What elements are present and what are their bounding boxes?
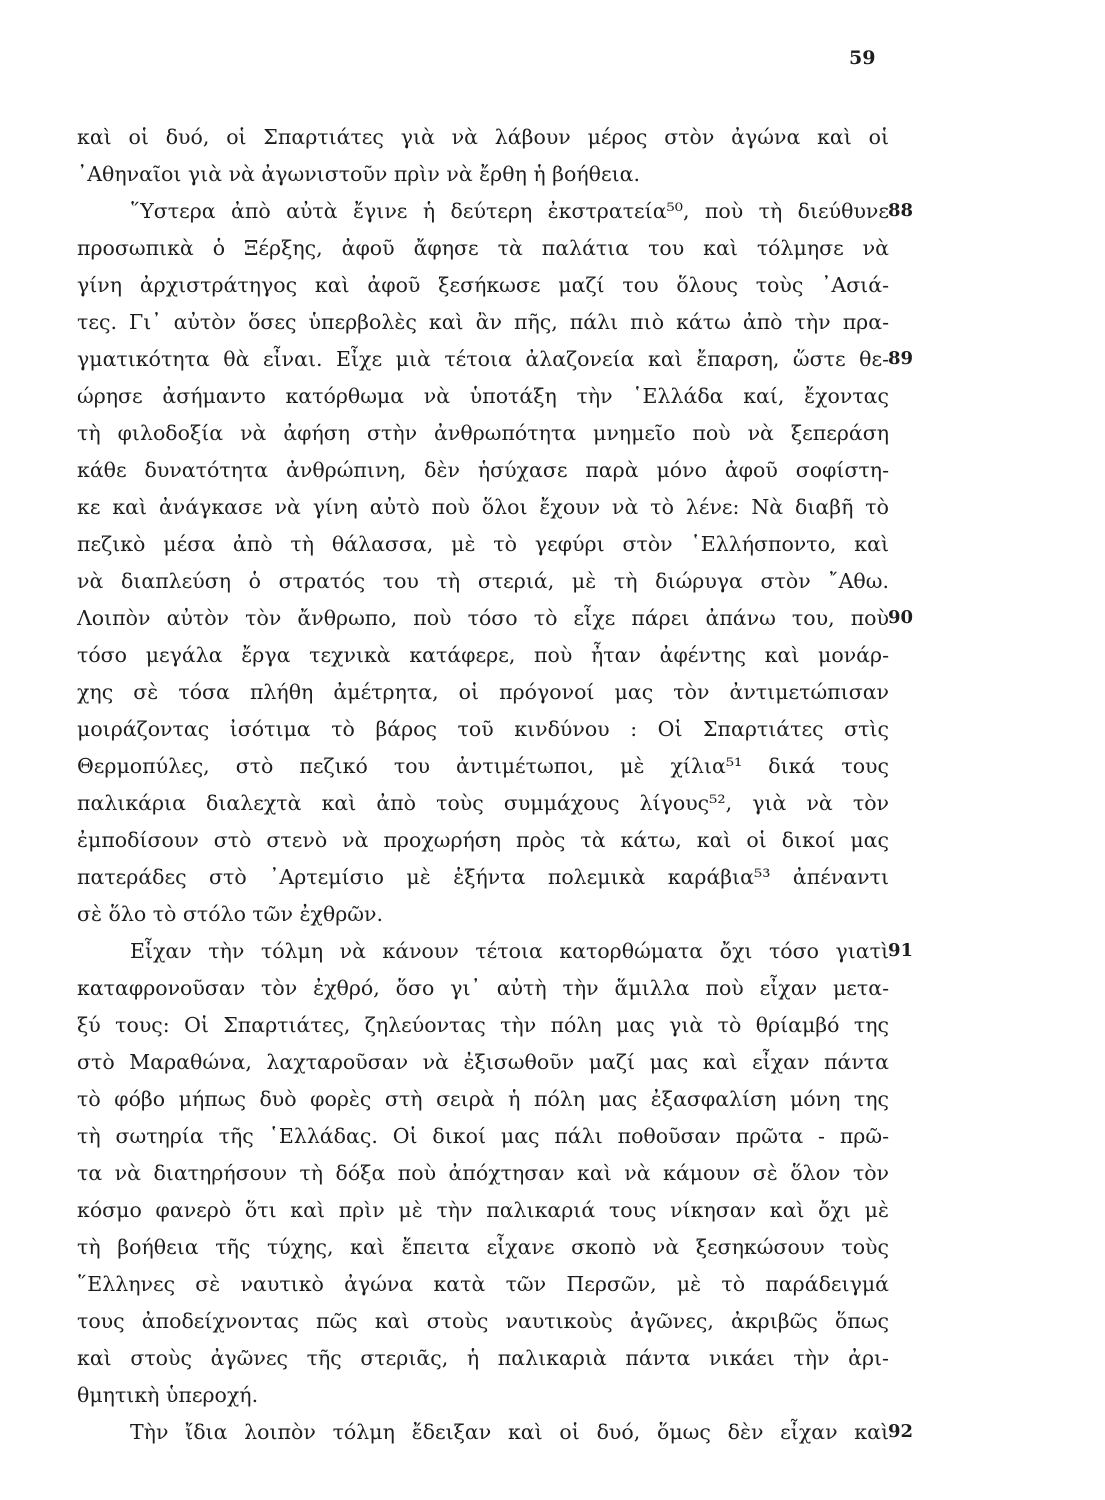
- text-line: καὶ οἱ δυό, οἱ Σπαρτιάτες γιὰ νὰ λάβουν μέρος στὸν ἀγώνα καὶ οἱ: [77, 125, 889, 149]
- margin-number: 89: [888, 348, 914, 369]
- text-line: τὴ βοήθεια τῆς τύχης, καὶ ἔπειτα εἶχανε σκοπὸ νὰ ξεσηκώσουν τοὺς: [77, 1235, 889, 1259]
- text-line: Λοιπὸν αὐτὸν τὸν ἄνθρωπο, ποὺ τόσο τὸ εἶχε πάρει ἀπάνω του, ποὺ: [77, 606, 889, 630]
- text-line: τους ἀποδείχνοντας πῶς καὶ στοὺς ναυτικοὺς ἀγῶνες, ἀκριβῶς ὅπως: [77, 1309, 889, 1333]
- text-line: τὴ φιλοδοξία νὰ ἀφήση στὴν ἀνθρωπότητα μνημεῖο ποὺ νὰ ξεπεράση: [77, 421, 889, 445]
- text-line: κόσμο φανερὸ ὅτι καὶ πρὶν μὲ τὴν παλικαριά τους νίκησαν καὶ ὄχι μὲ: [77, 1198, 889, 1222]
- margin-number: 91: [888, 940, 914, 961]
- text-line: θμητικὴ ὑπεροχή.: [77, 1383, 259, 1407]
- text-line: τα νὰ διατηρήσουν τὴ δόξα ποὺ ἀπόχτησαν καὶ νὰ κάμουν σὲ ὅλον τὸν: [77, 1161, 889, 1185]
- text-line: προσωπικὰ ὁ Ξέρξης, ἀφοῦ ἄφησε τὰ παλάτια του καὶ τόλμησε νὰ: [77, 236, 889, 260]
- text-line: τὴ σωτηρία τῆς ῾Ελλάδας. Οἱ δικοί μας πάλι ποθοῦσαν πρῶτα - πρῶ-: [77, 1124, 889, 1148]
- text-line: στὸ Μαραθώνα, λαχταροῦσαν νὰ ἐξισωθοῦν μαζί μας καὶ εἶχαν πάντα: [77, 1050, 889, 1074]
- text-line: γματικότητα θὰ εἶναι. Εἶχε μιὰ τέτοια ἀλαζονεία καὶ ἔπαρση, ὥστε θε-: [77, 347, 889, 371]
- text-line: κάθε δυνατότητα ἀνθρώπινη, δὲν ἡσύχασε παρὰ μόνο ἀφοῦ σοφίστη-: [77, 458, 889, 482]
- text-line: χης σὲ τόσα πλήθη ἀμέτρητα, οἱ πρόγονοί μας τὸν ἀντιμετώπισαν: [77, 680, 889, 704]
- text-line: πατεράδες στὸ ᾿Αρτεμίσιο μὲ ἑξήντα πολεμικὰ καράβια⁵³ ἀπέναντι: [77, 865, 889, 889]
- text-line: ξύ τους: Οἱ Σπαρτιάτες, ζηλεύοντας τὴν πόλη μας γιὰ τὸ θρίαμβό της: [77, 1013, 889, 1037]
- margin-number: 88: [888, 200, 914, 221]
- text-line: ἐμποδίσουν στὸ στενὸ νὰ προχωρήση πρὸς τὰ κάτω, καὶ οἱ δικοί μας: [77, 828, 889, 852]
- text-line: γίνη ἀρχιστράτηγος καὶ ἀφοῦ ξεσήκωσε μαζί του ὅλους τοὺς ᾿Ασιά-: [77, 273, 889, 297]
- text-line: ῞Ελληνες σὲ ναυτικὸ ἀγώνα κατὰ τῶν Περσῶν, μὲ τὸ παράδειγμά: [77, 1272, 889, 1296]
- page-number: 59: [849, 47, 876, 69]
- margin-number: 90: [888, 607, 914, 628]
- text-line: τόσο μεγάλα ἔργα τεχνικὰ κατάφερε, ποὺ ἦταν ἀφέντης καὶ μονάρ-: [77, 643, 889, 667]
- text-line: σὲ ὅλο τὸ στόλο τῶν ἐχθρῶν.: [77, 902, 383, 926]
- text-line: παλικάρια διαλεχτὰ καὶ ἀπὸ τοὺς συμμάχους λίγους⁵², γιὰ νὰ τὸν: [77, 791, 889, 815]
- text-line: Τὴν ἴδια λοιπὸν τόλμη ἔδειξαν καὶ οἱ δυό, ὅμως δὲν εἶχαν καὶ: [130, 1420, 889, 1444]
- text-line: ᾿Αθηναῖοι γιὰ νὰ ἀγωνιστοῦν πρὶν νὰ ἔρθη ἡ βοήθεια.: [77, 162, 641, 186]
- text-line: τὸ φόβο μήπως δυὸ φορὲς στὴ σειρὰ ἡ πόλη μας ἐξασφαλίση μόνη της: [77, 1087, 889, 1111]
- text-line: ώρησε ἀσήμαντο κατόρθωμα νὰ ὑποτάξη τὴν ῾Ελλάδα καί, ἔχοντας: [77, 384, 889, 408]
- text-line: νὰ διαπλεύση ὁ στρατός του τὴ στεριά, μὲ τὴ διώρυγα στὸν ῎Αθω.: [77, 569, 889, 593]
- text-line: πεζικὸ μέσα ἀπὸ τὴ θάλασσα, μὲ τὸ γεφύρι στὸν ῾Ελλήσποντο, καὶ: [77, 532, 889, 556]
- text-line: τες. Γι᾿ αὐτὸν ὅσες ὑπερβολὲς καὶ ἂν πῆς, πάλι πιὸ κάτω ἀπὸ τὴν πρα-: [77, 310, 889, 334]
- text-line: κε καὶ ἀνάγκασε νὰ γίνη αὐτὸ ποὺ ὅλοι ἔχουν νὰ τὸ λένε: Νὰ διαβῆ τὸ: [77, 495, 889, 519]
- text-line: καὶ στοὺς ἀγῶνες τῆς στεριᾶς, ἡ παλικαριὰ πάντα νικάει τὴν ἀρι-: [77, 1346, 889, 1370]
- margin-number: 92: [888, 1421, 914, 1442]
- text-line: καταφρονοῦσαν τὸν ἐχθρό, ὅσο γι᾿ αὐτὴ τὴν ἅμιλλα ποὺ εἶχαν μετα-: [77, 976, 889, 1000]
- text-line: μοιράζοντας ἰσότιμα τὸ βάρος τοῦ κινδύνου : Οἱ Σπαρτιάτες στὶς: [77, 717, 889, 741]
- text-line: Εἶχαν τὴν τόλμη νὰ κάνουν τέτοια κατορθώματα ὄχι τόσο γιατὶ: [130, 939, 889, 963]
- text-line: ῞Υστερα ἀπὸ αὐτὰ ἔγινε ἡ δεύτερη ἐκστρατεία⁵⁰, ποὺ τὴ διεύθυνε: [130, 199, 889, 223]
- text-line: Θερμοπύλες, στὸ πεζικό του ἀντιμέτωποι, μὲ χίλια⁵¹ δικά τους: [77, 754, 889, 778]
